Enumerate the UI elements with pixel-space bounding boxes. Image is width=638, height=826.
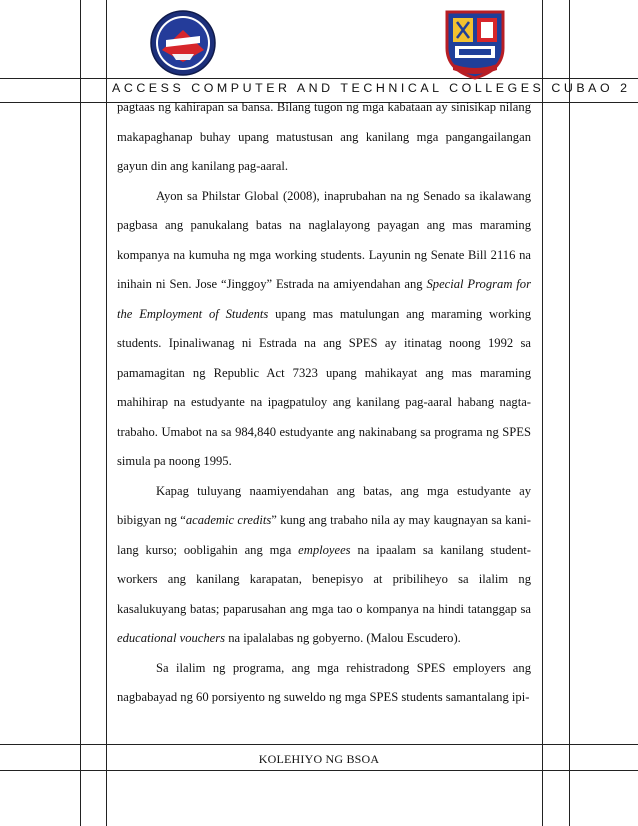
body-paragraph [117,477,531,654]
frame-line-left-inner [106,0,107,826]
frame-line-right-outer [569,0,570,826]
body-paragraph [117,182,531,477]
italic-term: employees [298,542,351,557]
italic-term: academic credits [185,513,272,527]
text-run: Kapag tuluyang naamiyendahan ang batas, ang mga estudyante ay bibigyan ng “ [117,483,531,527]
text-run: Sa ilalim ng programa, ang mga rehistradong SPES employers ang nagbabayad ng 60 porsiyento ng suweldo ng mga SPES students samantalang ipi- [117,660,531,704]
frame-line-bottom-1 [0,744,638,745]
text-run: na ipaalam sa kanilang student-workers ang kanilang karapatan, benepisyo at pribiliheyo sa ilalim ng kasalukuyang batas; paparusahan ang mga tao o kompanya na hindi tatanggap sa [117,542,531,616]
frame-line-bottom-2 [0,770,638,771]
footer-label: KOLEHIYO NG BSOA [258,752,380,766]
body-paragraph [117,93,531,182]
institution-header: ACCESS COMPUTER AND TECHNICAL COLLEGES CUBAO 2 [112,81,631,95]
text-run: ” kung ang trabaho nila ay may kaugnayan sa kani-lang kurso; oobligahin ang mga [117,513,531,557]
acc-seal-icon [150,10,216,76]
text-run: na ipalalabas ng gobyerno. (Malou Escudero). [225,631,461,645]
frame-line-left-outer [80,0,81,826]
text-run: pagtaas ng kahirapan sa bansa. Bilang tugon ng mga kabataan ay sinisikap nilang makapaghanap buhay upang matustusan ang kanilang mga pangangailangan gayun din ang kanilang pag-aaral. [117,100,531,173]
document-body [117,93,531,713]
italic-term: Special Program for the Employment of Students [117,277,532,321]
text-run: Ayon sa Philstar Global (2008), inaprubahan na ng Senado sa ikalawang pagbasa ang panukalang batas na naglalayong payagan ang mas maraming kompanya na kumuha ng mga working students. Layunin ng Senate Bill 2116 na inihain ni Sen. Jose “Jinggoy” Estrada na amiyendahan ang [117,188,531,291]
frame-line-top-1 [0,78,638,79]
frame-line-right-inner [542,0,543,826]
text-run: upang mas matulungan ang maraming working students. Ipinaliwanag ni Estrada na ang SPES ay itinatag noong 1992 sa pamamagitan ng Republic Act 7323 upang mahikayat ang mas maraming mahihirap na estudyante na ipagpatuloy ang kanilang pag-aaral habang nagta-trabaho. Umabot na sa 984,840 estudyante ang nakinabang sa programa ng SPES simula pa noong 1995. [117,306,531,468]
acc-crest-icon [443,8,507,80]
body-paragraph [117,654,531,713]
italic-term: educational vouchers [117,631,226,645]
